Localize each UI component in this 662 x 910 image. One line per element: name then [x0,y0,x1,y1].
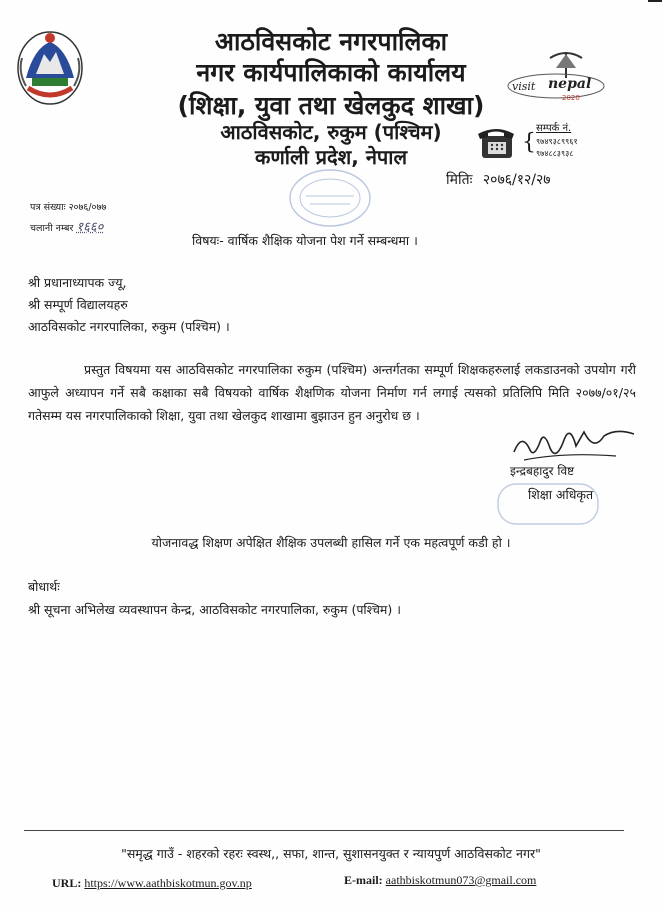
footer-slogan: "समृद्ध गाउँ - शहरको रहरः स्वस्थ,, सफा, शान्त, सुशासनयुक्त र न्यायपुर्ण आठविसकोट नगर" [121,846,541,861]
letter-number-value: २०७६/०७७ [68,202,107,213]
email-link[interactable]: aathbiskotmun073@gmail.com [385,873,537,887]
cc-recipient: श्री सूचना अभिलेख व्यवस्थापन केन्द्र, आठविसकोट नगरपालिका, रुकुम (पश्चिम) । [28,602,401,617]
signatory-title: शिक्षा अधिकृत [528,487,594,502]
addressee-line-3: आठविसकोट नगरपालिका, रुकुम (पश्चिम) । [28,319,230,334]
footer-url-label: URL: [52,876,82,890]
contact-brace: { [522,130,536,155]
visit-nepal-logo-icon [506,48,606,104]
svg-text:nepal: nepal [548,76,592,92]
website-link[interactable]: https://www.aathbiskotmun.gov.np [84,876,252,890]
footer-url-row [52,876,252,891]
office-stamp [286,166,374,230]
footer-divider [24,830,624,831]
contact-phone-1: ९७४९३८९९६१ [536,137,578,146]
letter-subject: विषयः- वार्षिक शैक्षिक योजना पेश गर्ने सम्बन्धमा । [192,233,418,248]
letter-number-label: पत्र संख्याः [30,202,66,213]
svg-text:2020: 2020 [562,94,580,102]
date-value: २०७६/१२/२७ [482,172,551,188]
office-section-line: (शिक्षा, युवा तथा खेलकुद शाखा) [177,91,485,120]
addressee-line-1: श्री प्रधानाध्यापक ज्यू, [28,275,127,290]
date-label: मितिः [446,172,473,188]
letter-body-text: प्रस्तुत विषयमा यस आठविसकोट नगरपालिका रुकुम (पश्चिम) अन्तर्गतका सम्पूर्ण शिक्षकहरुलाई लकडाउनको उपयोग गरी आफुले अध्यापन गर्ने सबै कक्षाका सबै विषयको वार्षिक शैक्षणिक योजना निर्माण गर्न लगाई त्यसको प्रतिलिपि मिति २०७७/०१/२५ गतेसम्म यस नगरपालिकाको शिक्षा, युवा तथा खेलकुद शाखामा बुझाउन हुन अनुरोध छ । [28,362,636,423]
office-name-line1: आठविसकोट नगरपालिका [214,27,448,56]
signatory-name: इन्द्रबहादुर विष्ट [510,464,575,478]
telephone-icon [476,124,516,160]
office-province-line: कर्णाली प्रदेश, नेपाल [254,145,408,169]
dispatch-number-row [30,217,103,235]
contact-phone-2: ९७४८८३९३८ [536,149,574,158]
office-name-line2: नगर कार्यपालिकाको कार्यालय [196,58,466,87]
edge-mark [648,0,662,2]
letter-date [446,170,551,189]
dispatch-number-label: चलानी नम्बर [30,223,74,234]
dispatch-number-value: १६६० [76,220,104,235]
footer-email-row [344,873,536,888]
contact-label: सम्पर्क नं. [536,123,572,134]
svg-text:visit: visit [512,80,536,93]
letter-number-row [30,200,106,213]
letter-motto: योजनावद्ध शिक्षण अपेक्षित शैक्षिक उपलब्धी हासिल गर्ने एक महत्वपूर्ण कडी हो । [151,535,511,550]
footer-email-label: E-mail: [344,873,383,887]
officer-stamp [494,476,604,532]
cc-label: बोधार्थः [28,579,60,594]
addressee-line-2: श्री सम्पूर्ण विद्यालयहरु [28,297,128,312]
office-address-line: आठविसकोट, रुकुम (पश्चिम) [220,120,442,144]
